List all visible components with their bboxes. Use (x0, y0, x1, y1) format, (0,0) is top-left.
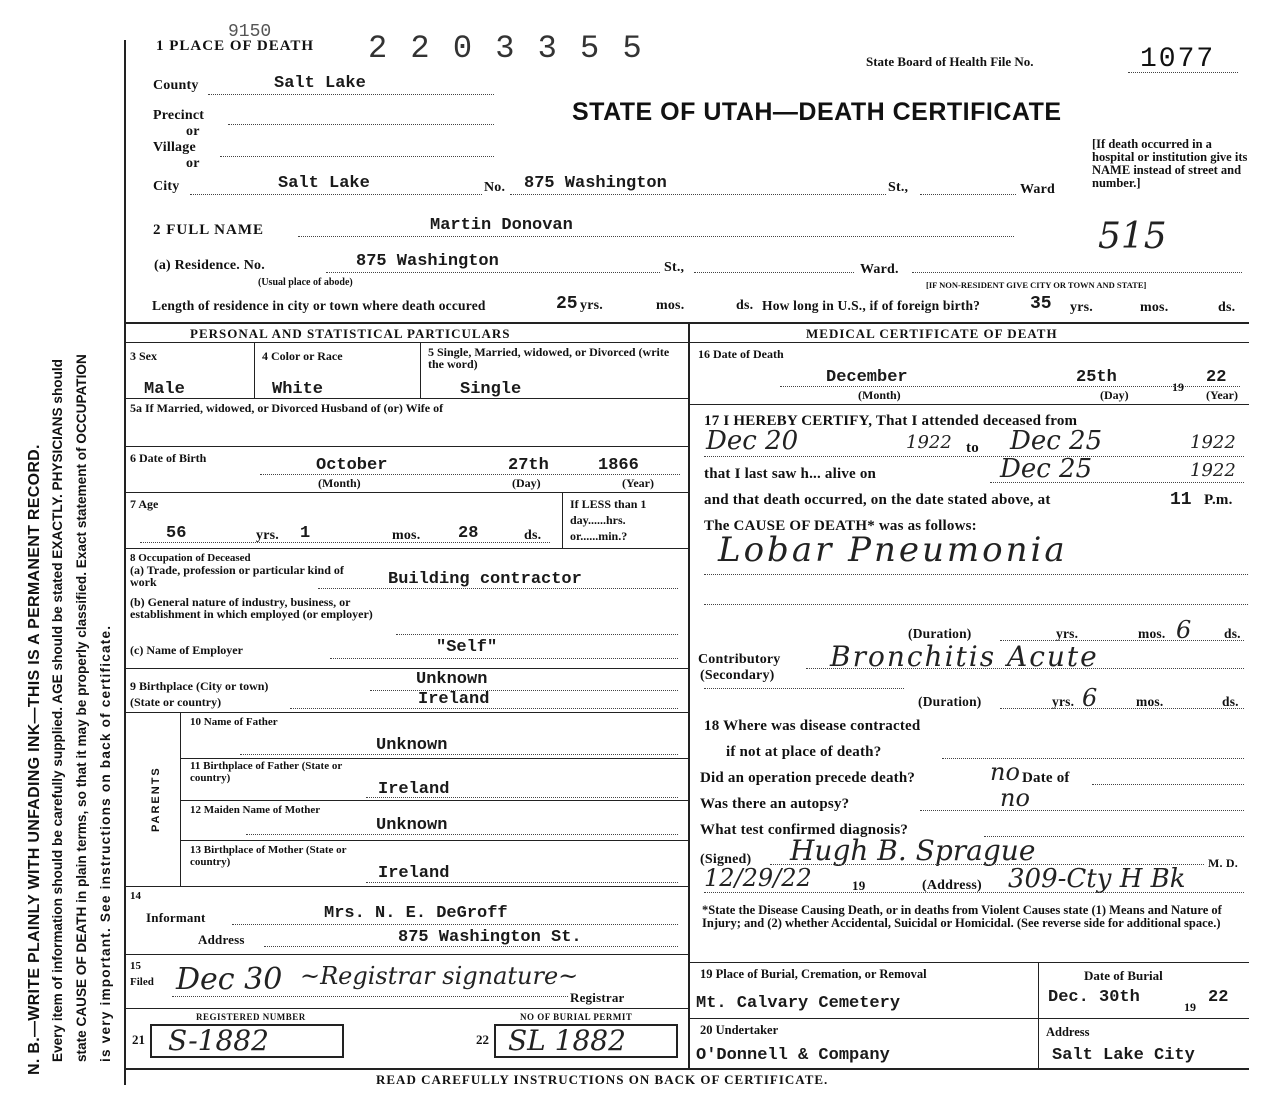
side-instruction-3: state CAUSE OF DEATH in plain terms, so that it may be properly classified. Exact statement of OCCUPATION (74, 354, 89, 1062)
signed-date: 12/29/22 (704, 864, 812, 892)
hospital-note: [If death occurred in a hospital or institution give its NAME instead of street and number.] (1092, 137, 1248, 190)
birthplace-city: Unknown (416, 670, 488, 689)
death-day-caption: (Day) (1100, 388, 1129, 402)
employer-label: (c) Name of Employer (130, 643, 243, 657)
md-label: M. D. (1208, 856, 1238, 870)
item-21-label: 21 (132, 1032, 145, 1047)
duration-mos-label-2: mos. (1136, 694, 1164, 709)
dob-month-caption: (Month) (318, 476, 361, 490)
operation-date-label: Date of (1022, 770, 1070, 786)
undertaker-value: O'Donnell & Company (696, 1046, 890, 1065)
item-14-label: 14 (130, 890, 141, 902)
test-label: What test confirmed diagnosis? (700, 822, 909, 838)
occupation-label: 8 Occupation of Deceased (130, 552, 251, 564)
autopsy-label: Was there an autopsy? (700, 796, 850, 812)
death-year: 22 (1206, 368, 1227, 387)
birthplace-label: 9 Birthplace (City or town) (130, 679, 269, 693)
death-occurred-label: and that death occurred, on the date stated above, at (704, 492, 1051, 508)
cause-footnote: *State the Disease Causing Death, or in deaths from Violent Causes state (1) Means and Nature of Injury; and (2) whether Accidental, Suicidal or Homicidal. (See reverse side for additional space.) (702, 903, 1222, 930)
occupation-a-label: (a) Trade, profession or particular kind of work (130, 563, 344, 589)
death-month-caption: (Month) (858, 388, 901, 402)
ward-number-handwritten: 515 (1098, 216, 1167, 257)
duration-mos-label-1: mos. (1138, 626, 1166, 641)
age-years: 56 (166, 524, 187, 543)
informant-value: Mrs. N. E. DeGroff (324, 904, 508, 923)
father-birthplace-label: 11 Birthplace of Father (State or country) (190, 760, 343, 784)
mother-birthplace-label: 13 Birthplace of Mother (State or country) (190, 844, 347, 868)
certificate-title: STATE OF UTAH—DEATH CERTIFICATE (572, 98, 1062, 126)
burial-date: Dec. 30th (1048, 988, 1140, 1007)
dob-year-caption: (Year) (622, 476, 654, 490)
undertaker-address: Salt Lake City (1052, 1046, 1195, 1065)
undertaker-label: 20 Undertaker (700, 1023, 779, 1037)
county-value: Salt Lake (274, 74, 366, 93)
street-st-label: St., (888, 180, 909, 195)
duration-label-2: (Duration) (918, 694, 982, 709)
us-mos-label: mos. (1140, 300, 1169, 315)
us-yrs-label: yrs. (1070, 300, 1093, 315)
footer-instructions: READ CAREFULLY INSTRUCTIONS ON BACK OF CERTIFICATE. (376, 1072, 829, 1087)
father-birthplace: Ireland (378, 780, 450, 799)
color-label: 4 Color or Race (262, 349, 343, 363)
county-label: County (153, 78, 199, 93)
filed-label: Filed (130, 976, 154, 988)
stamp-prefix: 9150 (228, 22, 272, 42)
physician-address: 309-Cty H Bk (1008, 864, 1186, 894)
or-label-2: or (186, 156, 200, 171)
not-place-label: if not at place of death? (726, 744, 882, 760)
marital-value: Single (460, 380, 522, 399)
undertaker-address-label: Address (1046, 1025, 1090, 1039)
occupation-b-label: (b) General nature of industry, business, or establishment in which employed (or employer) (130, 595, 373, 621)
us-ds-label: ds. (1218, 300, 1236, 315)
dob-day: 27th (508, 456, 549, 475)
registered-number-label: REGISTERED NUMBER (196, 1012, 306, 1022)
medical-heading: MEDICAL CERTIFICATE OF DEATH (806, 326, 1058, 341)
stamp-number: 2 2 0 3 3 5 5 (368, 30, 644, 67)
burial-permit-number: SL 1882 (508, 1024, 626, 1057)
death-hour: 11 (1170, 490, 1192, 510)
registrar-signature: ~Registrar signature~ (300, 962, 579, 990)
autopsy-value: no (1000, 784, 1030, 812)
item-15-label: 15 (130, 960, 141, 972)
sex-label: 3 Sex (130, 349, 157, 363)
employer-value: "Self" (436, 638, 498, 657)
residence-ward-label: Ward. (860, 262, 899, 277)
us-years-value: 35 (1030, 294, 1052, 314)
parents-tag: PARENTS (150, 766, 162, 832)
birthplace-state-label: (State or country) (130, 695, 222, 709)
attended-from: Dec 20 (706, 426, 799, 456)
file-number: 1077 (1140, 44, 1216, 75)
filed-date: Dec 30 (176, 962, 283, 997)
last-saw-label: that I last saw h... alive on (704, 466, 877, 482)
spouse-label: 5a If Married, widowed, or Divorced Husband of (or) Wife of (130, 401, 444, 415)
residence-length-label: Length of residence in city or town where death occured (152, 298, 486, 313)
operation-label: Did an operation precede death? (700, 770, 916, 786)
age-days: 28 (458, 524, 479, 543)
side-instruction-4: is very important. See instructions on back of certificate. (98, 624, 113, 1062)
usual-place-caption: (Usual place of abode) (258, 277, 353, 288)
signed-19-label: 19 (852, 878, 866, 893)
ward-label: Ward (1020, 182, 1056, 197)
dob-label: 6 Date of Birth (130, 451, 207, 465)
informant-address-label: Address (198, 932, 245, 947)
street-no-label: No. (484, 180, 506, 195)
precinct-label: Precinct (153, 108, 205, 123)
last-saw-date: Dec 25 (1000, 454, 1093, 484)
secondary-label: (Secondary) (700, 668, 775, 683)
attended-to-label: to (966, 440, 979, 456)
cause-label: The CAUSE OF DEATH* was as follows: (704, 518, 977, 534)
village-label: Village (153, 140, 196, 155)
attended-to: Dec 25 (1010, 426, 1103, 456)
residence-length-years: 25 (556, 294, 578, 314)
mother-name: Unknown (376, 816, 448, 835)
registrar-label: Registrar (570, 990, 625, 1005)
informant-address: 875 Washington St. (398, 928, 582, 947)
death-date-label: 16 Date of Death (698, 347, 784, 361)
sex-value: Male (144, 380, 185, 399)
death-month: December (826, 368, 908, 387)
age-months: 1 (300, 524, 311, 543)
residence-label: (a) Residence. No. (154, 258, 265, 273)
full-name-value: Martin Donovan (430, 216, 573, 235)
attended-to-year: 1922 (1190, 432, 1236, 453)
residence-yrs-label: yrs. (580, 298, 603, 313)
attended-from-year: 1922 (906, 432, 952, 453)
mother-name-label: 12 Maiden Name of Mother (190, 804, 321, 816)
duration-ds-label-1: ds. (1224, 626, 1241, 641)
certify-text: 17 I HEREBY CERTIFY, That I attended deceased from (704, 413, 1078, 429)
duration-value-1: 6 (1176, 616, 1192, 644)
registered-number: S-1882 (168, 1024, 269, 1057)
death-pm: P.m. (1204, 492, 1233, 508)
duration-label-1: (Duration) (908, 626, 972, 641)
burial-19-label: 19 (1184, 1000, 1196, 1014)
duration-yrs-label-2: yrs. (1052, 694, 1075, 709)
physician-address-label: (Address) (922, 878, 982, 893)
cause-of-death: Lobar Pneumonia (718, 530, 1068, 570)
father-name: Unknown (376, 736, 448, 755)
city-label: City (153, 179, 180, 194)
residence-value: 875 Washington (356, 252, 499, 271)
street-value: 875 Washington (524, 174, 667, 193)
file-number-label: State Board of Health File No. (866, 54, 1034, 69)
marital-label: 5 Single, Married, widowed, or Divorced (write the word) (428, 345, 670, 371)
burial-place: Mt. Calvary Cemetery (696, 994, 901, 1013)
dob-day-caption: (Day) (512, 476, 541, 490)
contracted-label: 18 Where was disease contracted (704, 718, 921, 734)
birthplace-country: Ireland (418, 690, 490, 709)
age-mos-label: mos. (392, 528, 421, 543)
dob-year: 1866 (598, 456, 639, 475)
residence-ds-label: ds. (736, 298, 754, 313)
side-instruction-2: Every item of information should be carefully supplied. AGE should be stated EXACTLY. PHYSICIANS should (50, 359, 65, 1062)
full-name-label: 2 FULL NAME (153, 222, 265, 238)
age-label: 7 Age (130, 497, 159, 511)
burial-place-label: 19 Place of Burial, Cremation, or Removal (700, 967, 927, 981)
operation-value: no (990, 758, 1020, 786)
burial-permit-label: NO OF BURIAL PERMIT (520, 1012, 633, 1022)
death-day: 25th (1076, 368, 1117, 387)
residence-st-label: St., (664, 260, 685, 275)
residence-mos-label: mos. (656, 298, 685, 313)
age-ds-label: ds. (524, 528, 542, 543)
age-yrs-label: yrs. (256, 528, 279, 543)
occupation-value: Building contractor (388, 570, 582, 589)
city-value: Salt Lake (278, 174, 370, 193)
last-saw-year: 1922 (1190, 460, 1236, 481)
burial-date-label: Date of Burial (1084, 968, 1163, 983)
duration-yrs-label-1: yrs. (1056, 626, 1079, 641)
dob-month: October (316, 456, 388, 475)
less-than-label: If LESS than 1 day......hrs. or......min.? (570, 497, 647, 543)
color-value: White (272, 380, 324, 399)
informant-label: Informant (146, 910, 206, 925)
duration-ds-label-2: ds. (1222, 694, 1239, 709)
personal-heading: PERSONAL AND STATISTICAL PARTICULARS (190, 326, 511, 341)
duration-value-2: 6 (1082, 684, 1098, 712)
or-label-1: or (186, 124, 200, 139)
side-instruction-1: N. B.—WRITE PLAINLY WITH UNFADING INK—THIS IS A PERMANENT RECORD. (26, 444, 43, 1075)
contributory-cause: Bronchitis Acute (830, 640, 1099, 673)
place-of-death-label: 1 PLACE OF DEATH (156, 38, 315, 54)
item-22-label: 22 (476, 1032, 489, 1047)
father-name-label: 10 Name of Father (190, 716, 278, 728)
signed-label: (Signed) (700, 852, 752, 867)
nonresident-note: [IF NON-RESIDENT GIVE CITY OR TOWN AND STATE] (926, 280, 1147, 290)
death-19-label: 19 (1172, 380, 1184, 394)
death-year-caption: (Year) (1206, 388, 1238, 402)
physician-signature: Hugh B. Sprague (790, 834, 1036, 867)
mother-birthplace: Ireland (378, 864, 450, 883)
us-years-label: How long in U.S., if of foreign birth? (762, 298, 981, 313)
burial-year: 22 (1208, 988, 1229, 1007)
contributory-label: Contributory (698, 652, 781, 667)
